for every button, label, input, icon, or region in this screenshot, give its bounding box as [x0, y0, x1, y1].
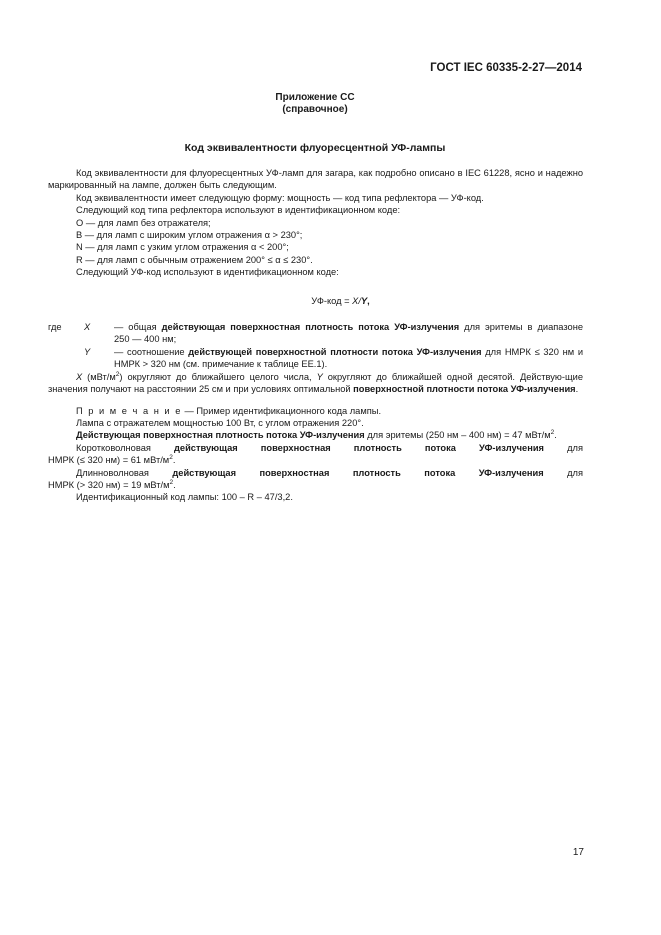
- section-title: Код эквивалентности флуоресцентной УФ-лампы: [184, 142, 446, 154]
- note-longwave-cont: НМРК (> 320 нм) = 19 мВт/$м^2$.: [48, 478, 176, 490]
- annex-title: Приложение СС: [275, 92, 355, 103]
- legend-x: где X — общая действующая поверхностная плотность потока УФ-излучения для эритемы в диапазоне: [48, 322, 584, 333]
- legend-y: Y — соотношение действующей поверхностной плотности потока УФ-излучения для НМРК ≤ 320 нм и: [84, 346, 584, 357]
- paragraph-rounding: X $(мВт/м^2)$ округляют до ближайшего целого числа, Y округляют до ближайшей одной десятой. Действую-щие значения получают на расстоянии 25 см и при условиях оптимальной поверхностной плотности потока УФ-излучения.: [48, 370, 583, 395]
- page-number: 17: [572, 847, 584, 858]
- note-id-code: Идентификационный код лампы: 100 – R – 47/3,2.: [76, 492, 293, 503]
- document-body: [48, 167, 583, 504]
- standard-header: ГОСТ IEC 60335-2-27—2014: [430, 62, 582, 74]
- paragraph-reflector-code: Следующий код типа рефлектора используют в идентификационном коде:: [76, 205, 401, 216]
- paragraph-code-form: Код эквивалентности имеет следующую форму: мощность — код типа рефлектора — УФ-код.: [76, 192, 484, 203]
- note-lamp: Лампа с отражателем мощностью 100 Вт, с углом отражения 220°.: [76, 417, 364, 428]
- note-block: [48, 405, 583, 504]
- note-erythema: Действующая поверхностная плотность потока УФ-излучения для эритемы (250 нм – 400 нм) = 47 мВт/$м^2$.: [76, 429, 557, 441]
- note-shortwave-cont: НМРК (≤ 320 нм) = 61 мВт/$м^2$.: [48, 454, 176, 466]
- list-item-r: R — для ламп с обычным отражением 200° ≤ α ≤ 230°.: [76, 254, 313, 265]
- paragraph-intro: Код эквивалентности для флуоресцентных УФ-ламп для загара, как подробно описано в IEC 61228, ясно и надежно маркированный на лампе, должен быть следующим.: [48, 168, 583, 191]
- note-heading: П р и м е ч а н и е — Пример идентификационного кода лампы.: [76, 405, 382, 416]
- uv-code-formula: УФ-код = X/Y,: [311, 295, 370, 306]
- note-longwave: Длинноволновая действующая поверхностная плотность потока УФ-излучения для: [76, 467, 583, 478]
- list-item-n: N — для ламп с узким углом отражения α < 200°;: [76, 242, 289, 253]
- note-shortwave: Коротковолновая действующая поверхностная плотность потока УФ-излучения для: [76, 442, 583, 453]
- annex-subtitle: (справочное): [282, 104, 348, 115]
- paragraph-uv-code: Следующий УФ-код используют в идентификационном коде:: [76, 267, 339, 278]
- list-item-b: B — для ламп с широким углом отражения α > 230°;: [76, 230, 303, 241]
- annex-heading: [0, 92, 630, 116]
- formula-legend: где X — общая действующая поверхностная плотность потока УФ-излучения для эритемы в диапазоне 250 — 400 нм; Y — соотношение действующей поверхностной плотности потока УФ-излучения для НМРК ≤ 320 нм и НМРК > 320 нм (см. примечание к таблице ЕЕ.1).: [48, 322, 584, 370]
- list-item-o: O — для ламп без отражателя;: [76, 217, 211, 228]
